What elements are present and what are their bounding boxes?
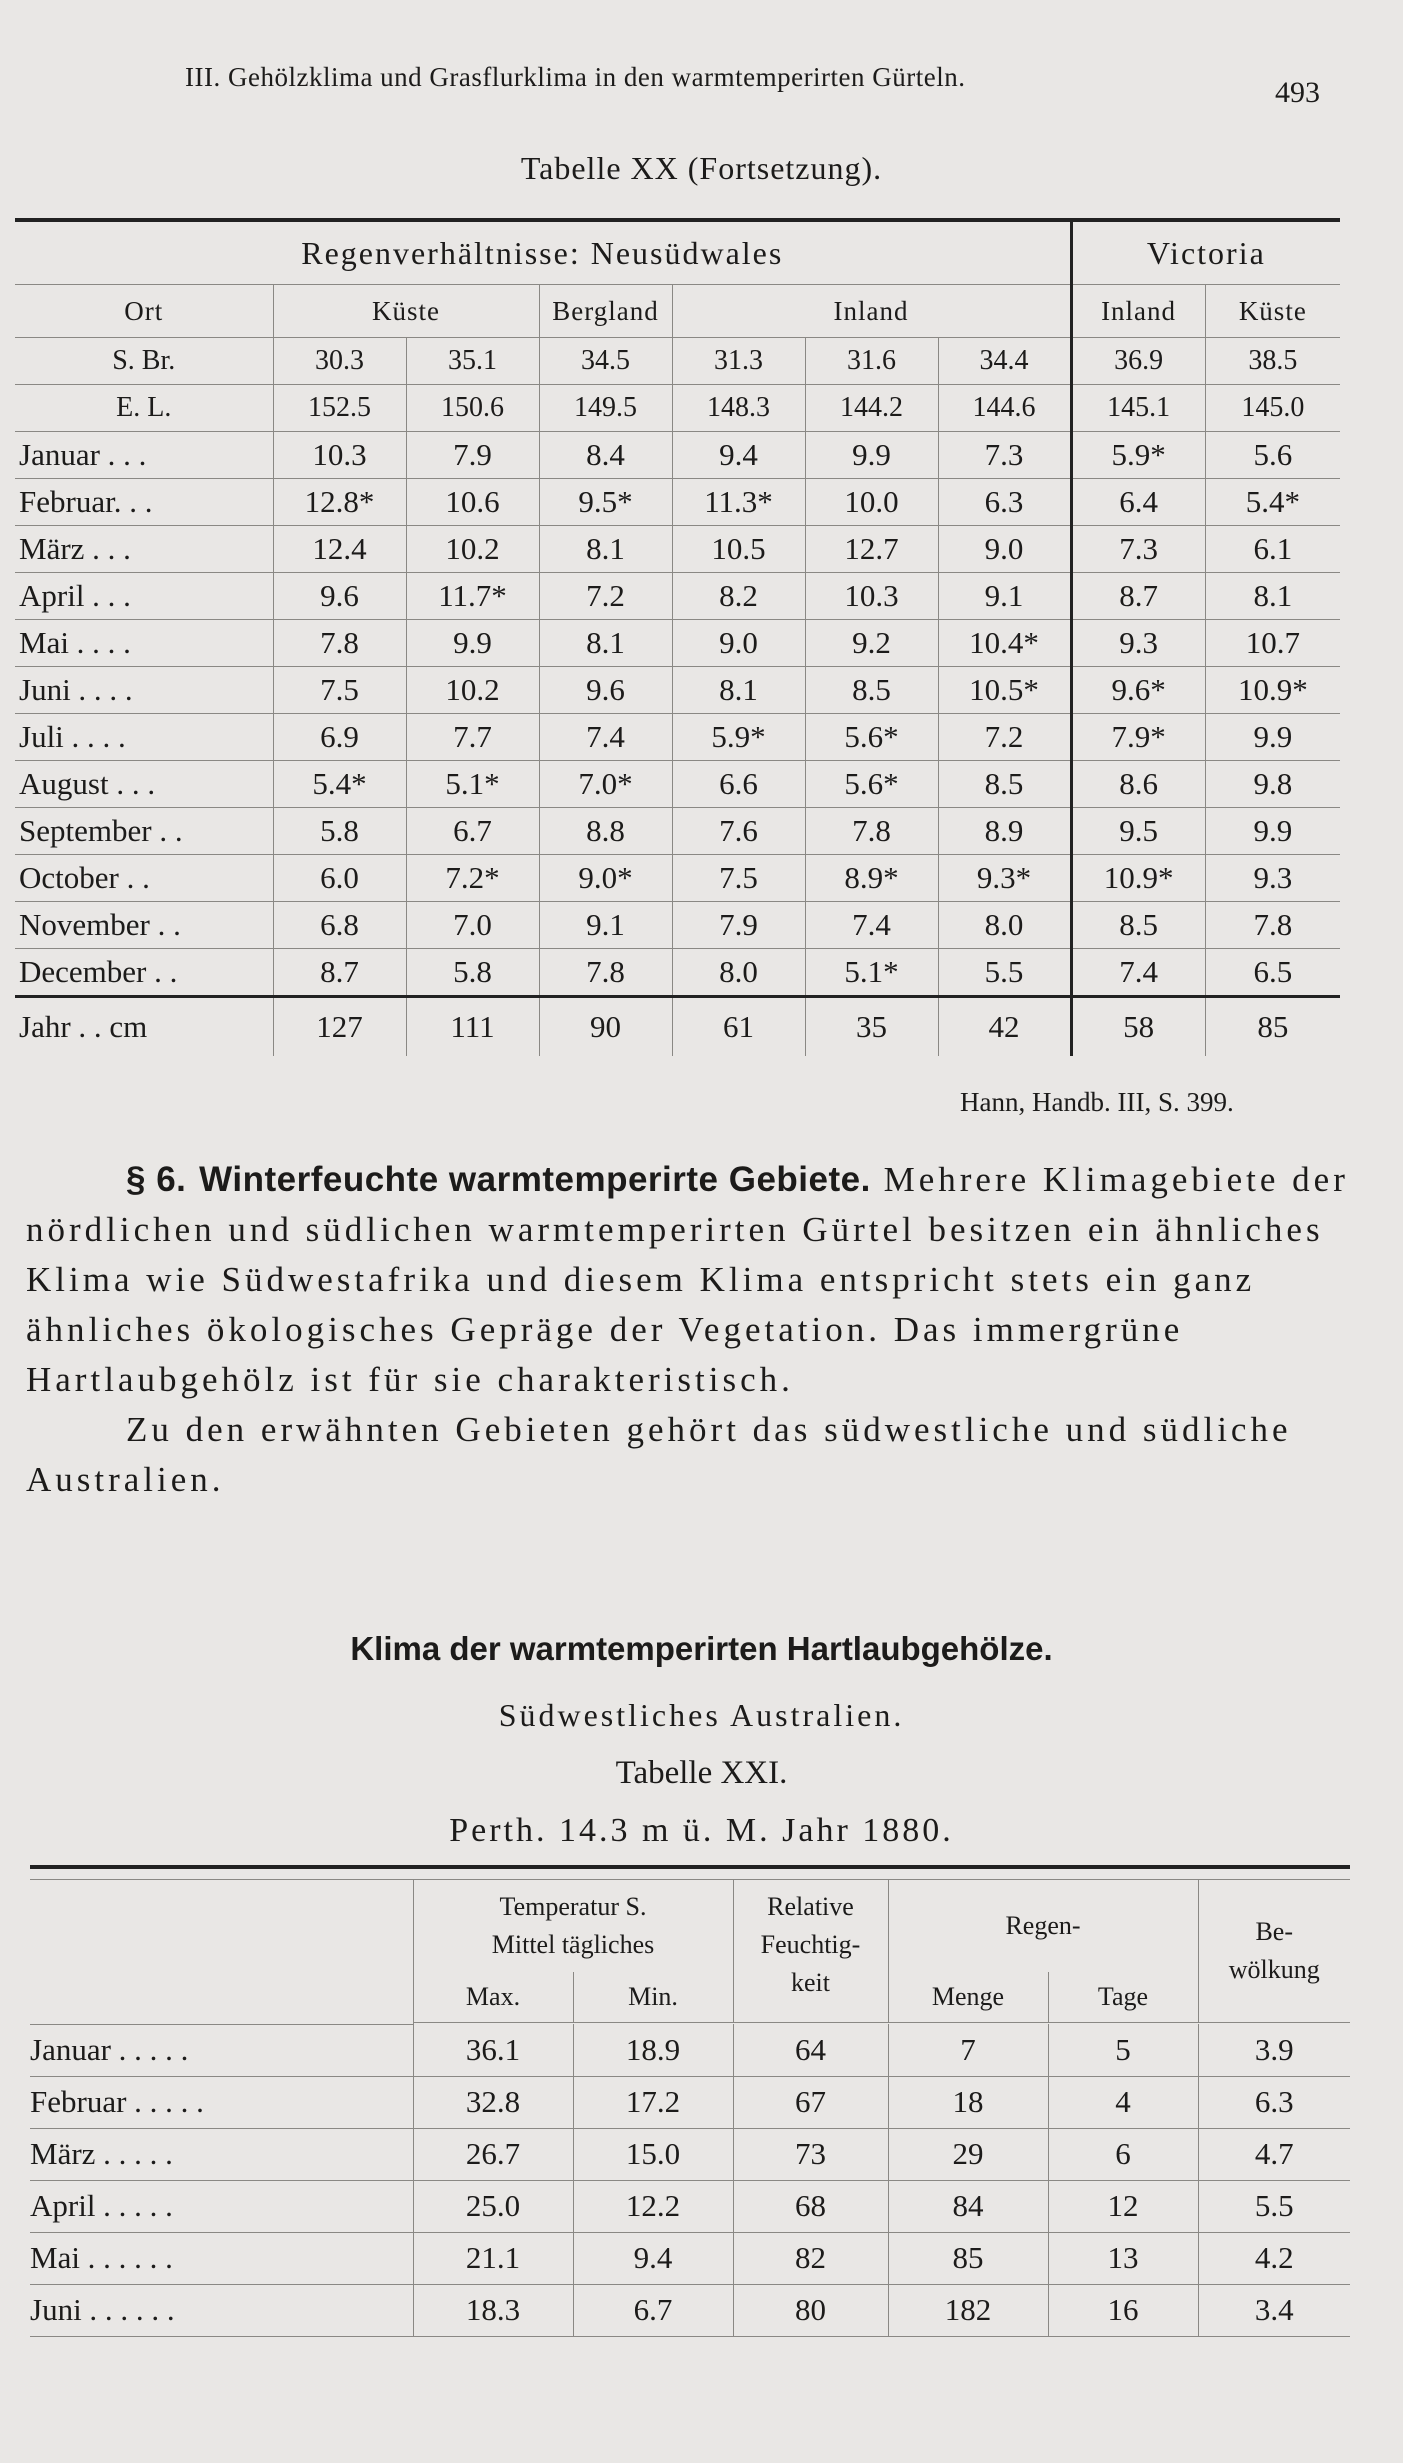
cell: 10.9* (1205, 667, 1340, 714)
section-text-2: Zu den erwähnten Gebieten gehört das südwestliche und südliche Australien. (26, 1410, 1292, 1499)
cell: 3.9 (1198, 2024, 1350, 2076)
table-row (15, 526, 1340, 573)
col-header-vic-inland: Inland (1071, 285, 1205, 338)
cell: 9.6 (539, 667, 672, 714)
row-label: September . . (15, 808, 273, 855)
cell: 36.1 (413, 2024, 573, 2076)
header-temperatur: Temperatur S. (499, 1892, 647, 1921)
header-mittel: Mittel tägliches (491, 1930, 655, 1959)
cell: 34.5 (539, 338, 672, 385)
table-row (30, 2284, 1350, 2336)
header-max: Max. (413, 1972, 573, 2023)
cell: 18 (888, 2076, 1048, 2128)
cell: 35.1 (406, 338, 539, 385)
cell: 31.6 (805, 338, 938, 385)
cell: 9.3 (1205, 855, 1340, 902)
cell: 30.3 (273, 338, 406, 385)
cell: 9.9 (805, 432, 938, 479)
cell: 7.8 (539, 949, 672, 997)
table-row (30, 2128, 1350, 2180)
cell: 21.1 (413, 2232, 573, 2284)
cell: 5.8 (273, 808, 406, 855)
cell: 18.3 (413, 2284, 573, 2336)
cell: 68 (733, 2180, 888, 2232)
cell: 10.5* (938, 667, 1071, 714)
cell: 8.2 (672, 573, 805, 620)
cell: 152.5 (273, 385, 406, 432)
cell: 6.3 (938, 479, 1071, 526)
cell: 7.9* (1071, 714, 1205, 761)
row-label: Mai . . . . . . (30, 2232, 413, 2284)
table-row (30, 2076, 1350, 2128)
cell: 9.1 (938, 573, 1071, 620)
cell: 6.0 (273, 855, 406, 902)
cell: 9.2 (805, 620, 938, 667)
cell: 7.6 (672, 808, 805, 855)
cell: 9.5 (1071, 808, 1205, 855)
group-header-nsw: Regenverhältnisse: Neusüdwales (15, 220, 1071, 285)
cell: 5.9* (1071, 432, 1205, 479)
cell: 26.7 (413, 2128, 573, 2180)
cell: 144.2 (805, 385, 938, 432)
group-header-victoria: Victoria (1071, 220, 1340, 285)
cell: 10.2 (406, 526, 539, 573)
cell: 80 (733, 2284, 888, 2336)
cell: 11.3* (672, 479, 805, 526)
row-label: April . . . . . (30, 2180, 413, 2232)
cell: 25.0 (413, 2180, 573, 2232)
table-row (30, 2232, 1350, 2284)
cell: 35 (805, 997, 938, 1057)
row-longitude (15, 385, 1340, 432)
cell: 6.8 (273, 902, 406, 949)
table-row (30, 2180, 1350, 2232)
row-label: Juni . . . . (15, 667, 273, 714)
row-latitude (15, 338, 1340, 385)
cell: 5.1* (805, 949, 938, 997)
cell: 10.0 (805, 479, 938, 526)
cell: 4 (1048, 2076, 1198, 2128)
cell: 12 (1048, 2180, 1198, 2232)
table-row (15, 808, 1340, 855)
cell: 8.0 (938, 902, 1071, 949)
cell: 150.6 (406, 385, 539, 432)
cell: 6.7 (406, 808, 539, 855)
cell: 10.2 (406, 667, 539, 714)
cell: 36.9 (1071, 338, 1205, 385)
cell: 6.1 (1205, 526, 1340, 573)
cell: 7.7 (406, 714, 539, 761)
cell: 9.9 (406, 620, 539, 667)
cell: 7.8 (273, 620, 406, 667)
row-label: Januar . . . . . (30, 2024, 413, 2076)
cell: 7.8 (1205, 902, 1340, 949)
cell: 6.6 (672, 761, 805, 808)
row-label: Mai . . . . (15, 620, 273, 667)
cell: 7.8 (805, 808, 938, 855)
cell: 6.3 (1198, 2076, 1350, 2128)
table-row (15, 949, 1340, 997)
row-label: Juli . . . . (15, 714, 273, 761)
cell: 8.9* (805, 855, 938, 902)
cell: 9.0* (539, 855, 672, 902)
cell: 8.7 (1071, 573, 1205, 620)
cell: 7.0* (539, 761, 672, 808)
cell: 5.5 (1198, 2180, 1350, 2232)
cell: 8.1 (539, 526, 672, 573)
cell: 5.4* (1205, 479, 1340, 526)
cell: 61 (672, 997, 805, 1057)
cell: 8.4 (539, 432, 672, 479)
cell: 7 (888, 2024, 1048, 2076)
table-row (15, 855, 1340, 902)
cell: 7.5 (273, 667, 406, 714)
cell: 8.1 (539, 620, 672, 667)
cell: 12.8* (273, 479, 406, 526)
table-20 (15, 218, 1340, 1056)
cell: 85 (1205, 997, 1340, 1057)
table-row (15, 902, 1340, 949)
cell: 145.1 (1071, 385, 1205, 432)
cell: 7.3 (1071, 526, 1205, 573)
cell: 10.7 (1205, 620, 1340, 667)
table-row (15, 761, 1340, 808)
table-21-region: Südwestliches Australien. (498, 1697, 905, 1733)
header-feuchtig: Feuchtig- (760, 1930, 861, 1959)
header-bewoelkung-2: wölkung (1228, 1955, 1320, 1984)
cell: 10.9* (1071, 855, 1205, 902)
row-label: E. L. (15, 385, 273, 432)
cell: 7.2* (406, 855, 539, 902)
col-header-bergland: Bergland (539, 285, 672, 338)
cell: 13 (1048, 2232, 1198, 2284)
header-menge: Menge (888, 1972, 1048, 2023)
cell: 7.4 (805, 902, 938, 949)
cell: 12.7 (805, 526, 938, 573)
cell: 38.5 (1205, 338, 1340, 385)
cell: 8.5 (938, 761, 1071, 808)
cell: 6.7 (573, 2284, 733, 2336)
row-label: März . . . (15, 526, 273, 573)
col-header-inland: Inland (672, 285, 1071, 338)
cell: 9.3* (938, 855, 1071, 902)
row-label: März . . . . . (30, 2128, 413, 2180)
table-20-source: Hann, Handb. III, S. 399. (960, 1087, 1234, 1117)
running-header: III. Gehölzklima und Grasflurklima in den warmtemperirten Gürteln. (185, 62, 966, 92)
cell: 10.6 (406, 479, 539, 526)
header-tage: Tage (1048, 1972, 1198, 2023)
cell: 6.4 (1071, 479, 1205, 526)
col-header-ort: Ort (15, 285, 273, 338)
cell: 6.9 (273, 714, 406, 761)
cell: 9.3 (1071, 620, 1205, 667)
cell: 9.6* (1071, 667, 1205, 714)
col-header-vic-kueste: Küste (1205, 285, 1340, 338)
header-bewoelkung-1: Be- (1255, 1917, 1294, 1946)
cell: 16 (1048, 2284, 1198, 2336)
cell: 5.6 (1205, 432, 1340, 479)
row-label: Januar . . . (15, 432, 273, 479)
cell: 17.2 (573, 2076, 733, 2128)
cell: 7.9 (672, 902, 805, 949)
cell: 8.0 (672, 949, 805, 997)
table-20-body (15, 432, 1340, 997)
cell: 90 (539, 997, 672, 1057)
table-row (15, 573, 1340, 620)
row-label: Februar. . . (15, 479, 273, 526)
cell: 5.6* (805, 761, 938, 808)
table-20-caption: Tabelle XX (Fortsetzung). (520, 150, 883, 186)
table-row (15, 620, 1340, 667)
cell: 9.9 (1205, 714, 1340, 761)
row-label: November . . (15, 902, 273, 949)
cell: 7.2 (539, 573, 672, 620)
header-relative: Relative (767, 1892, 854, 1921)
cell: 58 (1071, 997, 1205, 1057)
cell: 10.3 (273, 432, 406, 479)
section-text: Mehrere Klimagebiete der nördlichen und südlichen warmtemperirten Gürtel besitzen ein ähnliches Klima wie Südwestafrika und diesem Klima entspricht stets ein ganz ähnliches ökologisches Gepräge der Vegetation. Das immergrüne Hartlaubgehölz ist für sie charakteristisch. (26, 1160, 1349, 1399)
cell: 5 (1048, 2024, 1198, 2076)
cell: 7.0 (406, 902, 539, 949)
header-keit: keit (791, 1968, 830, 1997)
row-label: April . . . (15, 573, 273, 620)
cell: 5.5 (938, 949, 1071, 997)
cell: 144.6 (938, 385, 1071, 432)
cell: 8.6 (1071, 761, 1205, 808)
cell: 145.0 (1205, 385, 1340, 432)
cell: 84 (888, 2180, 1048, 2232)
row-label: October . . (15, 855, 273, 902)
cell: 32.8 (413, 2076, 573, 2128)
cell: 5.8 (406, 949, 539, 997)
cell: 4.7 (1198, 2128, 1350, 2180)
cell: 9.5* (539, 479, 672, 526)
table-row (15, 479, 1340, 526)
cell: 12.4 (273, 526, 406, 573)
cell: 73 (733, 2128, 888, 2180)
cell: 5.9* (672, 714, 805, 761)
cell: 8.7 (273, 949, 406, 997)
row-label: Juni . . . . . . (30, 2284, 413, 2336)
cell: 7.4 (539, 714, 672, 761)
table-row (15, 432, 1340, 479)
cell: 182 (888, 2284, 1048, 2336)
table-21-station: Perth. 14.3 m ü. M. Jahr 1880. (449, 1812, 954, 1849)
cell: 8.1 (1205, 573, 1340, 620)
cell: 8.1 (672, 667, 805, 714)
cell: 149.5 (539, 385, 672, 432)
cell: 10.4* (938, 620, 1071, 667)
cell: 9.6 (273, 573, 406, 620)
row-jahr (15, 997, 1340, 1057)
cell: 29 (888, 2128, 1048, 2180)
row-label: Jahr . . cm (15, 997, 273, 1057)
cell: 7.2 (938, 714, 1071, 761)
cell: 10.3 (805, 573, 938, 620)
table-21-heading: Klima der warmtemperirten Hartlaubgehölze. (350, 1630, 1053, 1667)
cell: 3.4 (1198, 2284, 1350, 2336)
cell: 10.5 (672, 526, 805, 573)
cell: 18.9 (573, 2024, 733, 2076)
cell: 11.7* (406, 573, 539, 620)
cell: 9.9 (1205, 808, 1340, 855)
cell: 6.5 (1205, 949, 1340, 997)
cell: 7.9 (406, 432, 539, 479)
cell: 42 (938, 997, 1071, 1057)
cell: 12.2 (573, 2180, 733, 2232)
header-min: Min. (573, 1972, 733, 2023)
cell: 127 (273, 997, 406, 1057)
cell: 4.2 (1198, 2232, 1350, 2284)
cell: 7.3 (938, 432, 1071, 479)
cell: 6 (1048, 2128, 1198, 2180)
table-21 (30, 1865, 1350, 2337)
table-21-caption: Tabelle XXI. (615, 1755, 788, 1791)
cell: 5.6* (805, 714, 938, 761)
table-row (30, 2024, 1350, 2076)
table-21-body (30, 2024, 1350, 2336)
table-row (15, 667, 1340, 714)
cell: 34.4 (938, 338, 1071, 385)
row-label: August . . . (15, 761, 273, 808)
row-label: S. Br. (15, 338, 273, 385)
section-6 (26, 1155, 1356, 1505)
row-label: December . . (15, 949, 273, 997)
cell: 9.0 (672, 620, 805, 667)
cell: 8.5 (1071, 902, 1205, 949)
row-label: Februar . . . . . (30, 2076, 413, 2128)
cell: 8.5 (805, 667, 938, 714)
table-row (15, 714, 1340, 761)
col-header-kueste: Küste (273, 285, 539, 338)
cell: 9.0 (938, 526, 1071, 573)
page-number: 493 (1275, 76, 1320, 109)
cell: 9.4 (672, 432, 805, 479)
cell: 9.8 (1205, 761, 1340, 808)
cell: 15.0 (573, 2128, 733, 2180)
header-regen: Regen- (888, 1880, 1198, 1973)
cell: 148.3 (672, 385, 805, 432)
cell: 111 (406, 997, 539, 1057)
cell: 64 (733, 2024, 888, 2076)
cell: 85 (888, 2232, 1048, 2284)
cell: 67 (733, 2076, 888, 2128)
cell: 9.4 (573, 2232, 733, 2284)
cell: 5.1* (406, 761, 539, 808)
cell: 7.5 (672, 855, 805, 902)
cell: 5.4* (273, 761, 406, 808)
cell: 7.4 (1071, 949, 1205, 997)
cell: 9.1 (539, 902, 672, 949)
cell: 8.9 (938, 808, 1071, 855)
section-number: § 6. (126, 1160, 187, 1199)
cell: 8.8 (539, 808, 672, 855)
cell: 82 (733, 2232, 888, 2284)
section-heading: Winterfeuchte warmtemperirte Gebiete. (199, 1160, 871, 1199)
cell: 31.3 (672, 338, 805, 385)
